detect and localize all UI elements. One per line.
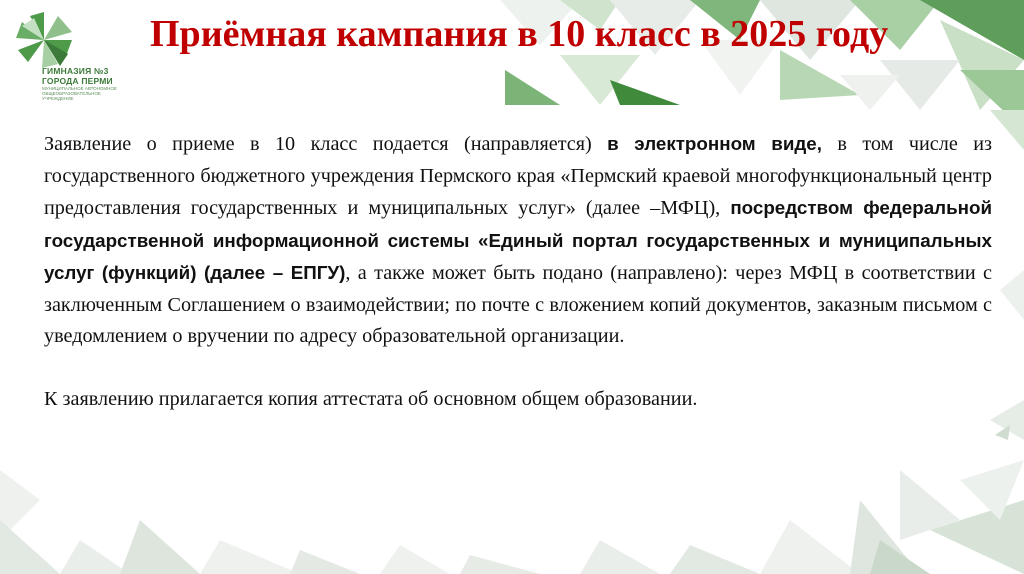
text-segment: Заявление о приеме в 10 класс подается (направляется) — [44, 133, 608, 155]
logo-name-line2: ГОРОДА ПЕРМИ — [42, 76, 113, 86]
slide-body — [44, 128, 992, 415]
slide-title: Приёмная кампания в 10 класс в 2025 году — [150, 13, 889, 55]
logo-sub-line2: ОБЩЕОБРАЗОВАТЕЛЬНОЕ УЧРЕЖДЕНИЕ — [42, 91, 101, 101]
logo-name-line1: ГИМНАЗИЯ №3 — [42, 66, 109, 76]
school-logo — [14, 10, 124, 120]
paragraph-application — [44, 128, 992, 353]
logo-sub-line1: МУНИЦИПАЛЬНОЕ АВТОНОМНОЕ — [42, 86, 117, 91]
paragraph-attachment: К заявлению прилагается копия аттестата об основном общем образовании. — [44, 387, 698, 410]
logo-emblem-icon — [14, 10, 74, 70]
text-segment: , а также может быть подано (направлено): через МФЦ в соответствии с заключенным Соглашением о взаимодействии; по почте с вложением копий документов, заказным письмом с уведомлением о вручении по адресу образовательной организации. — [44, 262, 992, 347]
text-segment: в том числе из государственного бюджетного учреждения Пермского края «Пермский краевой многофункциональный центр предоставления государственных и муниципальных услуг» (далее –МФЦ), — [44, 133, 992, 219]
bold-electronic-form: в электронном виде, — [607, 133, 822, 154]
bold-epgu: посредством федеральной государственной информационной системы «Единый портал государственных и муниципальных услуг (функций) (далее – ЕПГУ) — [44, 197, 992, 283]
